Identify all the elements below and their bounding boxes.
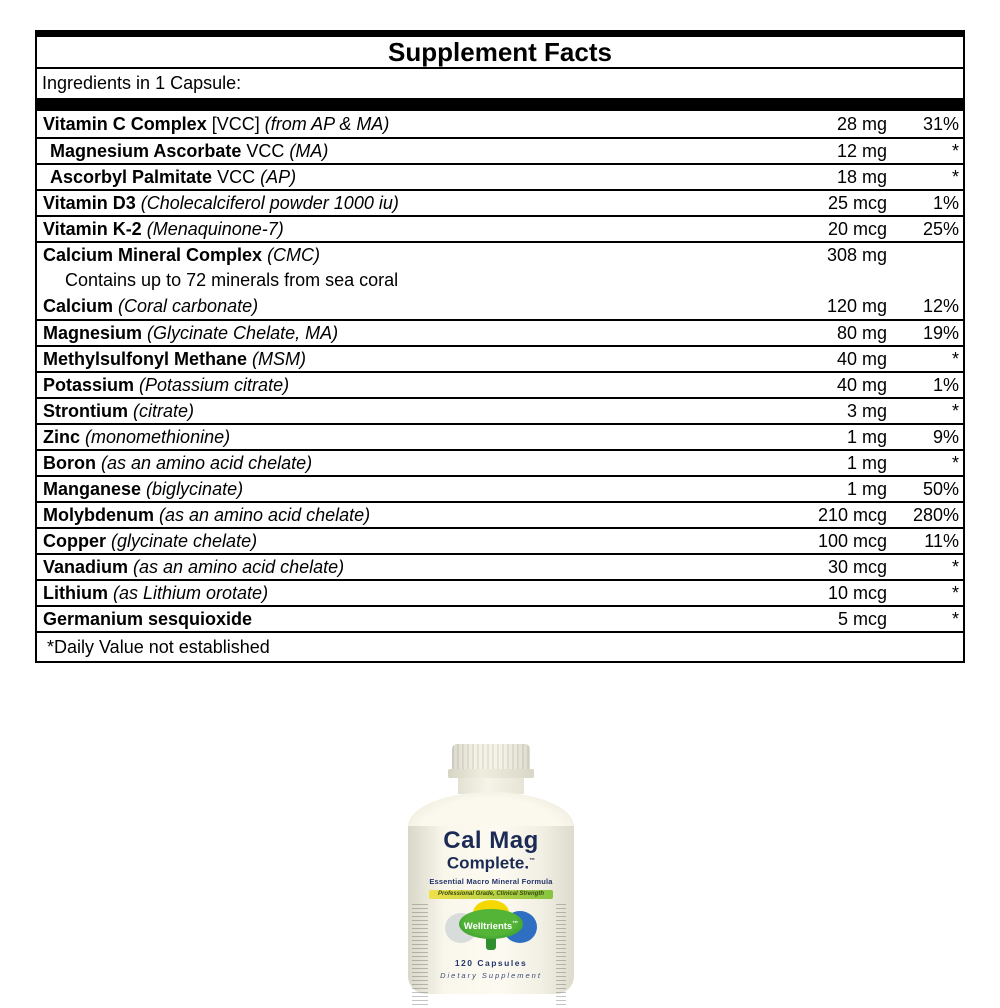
product-bottle-image: [408, 744, 574, 994]
ingredient-daily-value: 25%: [922, 218, 959, 239]
ingredient-name: Magnesium (Glycinate Chelate, MA): [43, 322, 339, 343]
daily-value-footnote: *Daily Value not established: [37, 631, 963, 661]
ingredient-daily-value: *: [951, 452, 959, 473]
ingredient-row: [37, 553, 963, 579]
supplement-facts-title: Supplement Facts: [37, 37, 963, 69]
ingredient-amount: 28 mg: [836, 113, 887, 134]
ingredient-name: Ascorbyl Palmitate VCC (AP): [50, 166, 297, 187]
ingredient-name: Magnesium Ascorbate VCC (MA): [50, 140, 329, 161]
ingredient-amount: 1 mg: [846, 426, 887, 447]
ingredient-name: Calcium Mineral Complex (CMC): [43, 244, 321, 265]
ingredient-name: Contains up to 72 minerals from sea coral: [65, 269, 399, 290]
ingredient-amount: 80 mg: [836, 322, 887, 343]
ingredient-name: Zinc (monomethionine): [43, 426, 231, 447]
ingredient-name: Lithium (as Lithium orotate): [43, 582, 269, 603]
ingredient-amount: 10 mcg: [827, 582, 887, 603]
ingredient-amount: 40 mg: [836, 348, 887, 369]
ingredient-amount: 25 mcg: [827, 192, 887, 213]
ingredient-row: [37, 371, 963, 397]
ingredient-amount: 3 mg: [846, 400, 887, 421]
ingredient-amount: 12 mg: [836, 140, 887, 161]
ingredient-daily-value: 280%: [912, 504, 959, 525]
ingredient-daily-value: 1%: [932, 192, 959, 213]
ingredient-daily-value: *: [951, 556, 959, 577]
ingredient-name: Methylsulfonyl Methane (MSM): [43, 348, 307, 369]
ingredient-daily-value: 1%: [932, 374, 959, 395]
supplement-facts-panel: [35, 30, 965, 663]
ingredient-daily-value: 31%: [922, 113, 959, 134]
ingredient-daily-value: *: [951, 166, 959, 187]
ingredient-row: [37, 241, 963, 267]
ingredient-row: [37, 449, 963, 475]
ingredient-name: Potassium (Potassium citrate): [43, 374, 290, 395]
ingredient-amount: 5 mcg: [837, 608, 887, 629]
ingredient-daily-value: 9%: [932, 426, 959, 447]
welltrients-logo: [445, 900, 537, 952]
ingredient-row: [37, 501, 963, 527]
supplement-type: Dietary Supplement: [440, 970, 542, 980]
thick-divider-bar: [37, 98, 963, 111]
ingredient-daily-value: *: [951, 582, 959, 603]
ingredient-amount: 100 mcg: [817, 530, 887, 551]
ingredient-name: Germanium sesquioxide: [43, 608, 253, 629]
ingredient-amount: 120 mg: [826, 295, 887, 316]
ingredient-daily-value: 19%: [922, 322, 959, 343]
ingredient-row: [37, 293, 963, 319]
ingredient-name: Boron (as an amino acid chelate): [43, 452, 313, 473]
brand-subname-text: Complete.: [446, 853, 530, 873]
ingredient-name: Vanadium (as an amino acid chelate): [43, 556, 345, 577]
label-side-microtext-left: [412, 904, 428, 1008]
ingredient-row: [37, 137, 963, 163]
bottle-label: [408, 826, 574, 980]
bottle-shoulder: [408, 792, 574, 828]
ingredient-name: Strontium (citrate): [43, 400, 195, 421]
ingredient-row: [37, 215, 963, 241]
ingredient-amount: 40 mg: [836, 374, 887, 395]
ingredient-amount: 308 mg: [826, 244, 887, 265]
ingredient-name: Copper (glycinate chelate): [43, 530, 258, 551]
ingredient-row: [37, 579, 963, 605]
ingredient-daily-value: 11%: [924, 530, 959, 551]
ingredient-amount: 210 mcg: [817, 504, 887, 525]
ingredient-row: [37, 111, 963, 137]
ingredient-daily-value: 12%: [922, 295, 959, 316]
ingredient-row: [37, 475, 963, 501]
ingredient-row: [37, 527, 963, 553]
label-side-microtext-right: [556, 904, 566, 1008]
bottle-body: [408, 826, 574, 994]
logo-text: Welltrients: [463, 920, 513, 932]
bottle-cap-base: [448, 769, 534, 778]
ingredient-daily-value: *: [951, 400, 959, 421]
ingredient-daily-value: *: [951, 140, 959, 161]
ingredient-row: [37, 189, 963, 215]
ingredient-row: [37, 605, 963, 631]
label-subtitle: Essential Macro Mineral Formula: [429, 876, 553, 886]
label-grade-band: Professional Grade, Clinical Strength: [429, 890, 553, 899]
ingredient-amount: 1 mg: [846, 452, 887, 473]
ingredient-row: [37, 267, 963, 293]
brand-subname: [408, 853, 574, 872]
ingredient-amount: 18 mg: [836, 166, 887, 187]
logo-tree-canopy: [459, 909, 523, 939]
ingredient-name: Vitamin C Complex [VCC] (from AP & MA): [43, 113, 390, 134]
bottle-cap: [452, 744, 530, 770]
ingredient-amount: 1 mg: [846, 478, 887, 499]
ingredient-name: Manganese (biglycinate): [43, 478, 244, 499]
ingredient-row: [37, 163, 963, 189]
ingredient-rows: [37, 111, 963, 631]
logo-trademark-symbol: ™: [512, 920, 519, 927]
serving-line: Ingredients in 1 Capsule:: [42, 73, 242, 93]
brand-name: Cal Mag: [443, 827, 539, 854]
ingredient-name: Calcium (Coral carbonate): [43, 295, 259, 316]
capsule-count: 120 Capsules: [454, 957, 528, 968]
ingredient-row: [37, 345, 963, 371]
ingredient-daily-value: *: [951, 348, 959, 369]
ingredient-daily-value: 50%: [922, 478, 959, 499]
ingredient-row: [37, 319, 963, 345]
ingredient-name: Vitamin D3 (Cholecalciferol powder 1000 iu): [43, 192, 399, 213]
ingredient-name: Molybdenum (as an amino acid chelate): [43, 504, 371, 525]
ingredient-amount: 20 mcg: [827, 218, 887, 239]
ingredient-daily-value: *: [951, 608, 959, 629]
ingredient-row: [37, 423, 963, 449]
ingredient-name: Vitamin K-2 (Menaquinone-7): [43, 218, 284, 239]
ingredient-amount: 30 mcg: [827, 556, 887, 577]
ingredient-row: [37, 397, 963, 423]
trademark-symbol: ™: [529, 858, 536, 864]
